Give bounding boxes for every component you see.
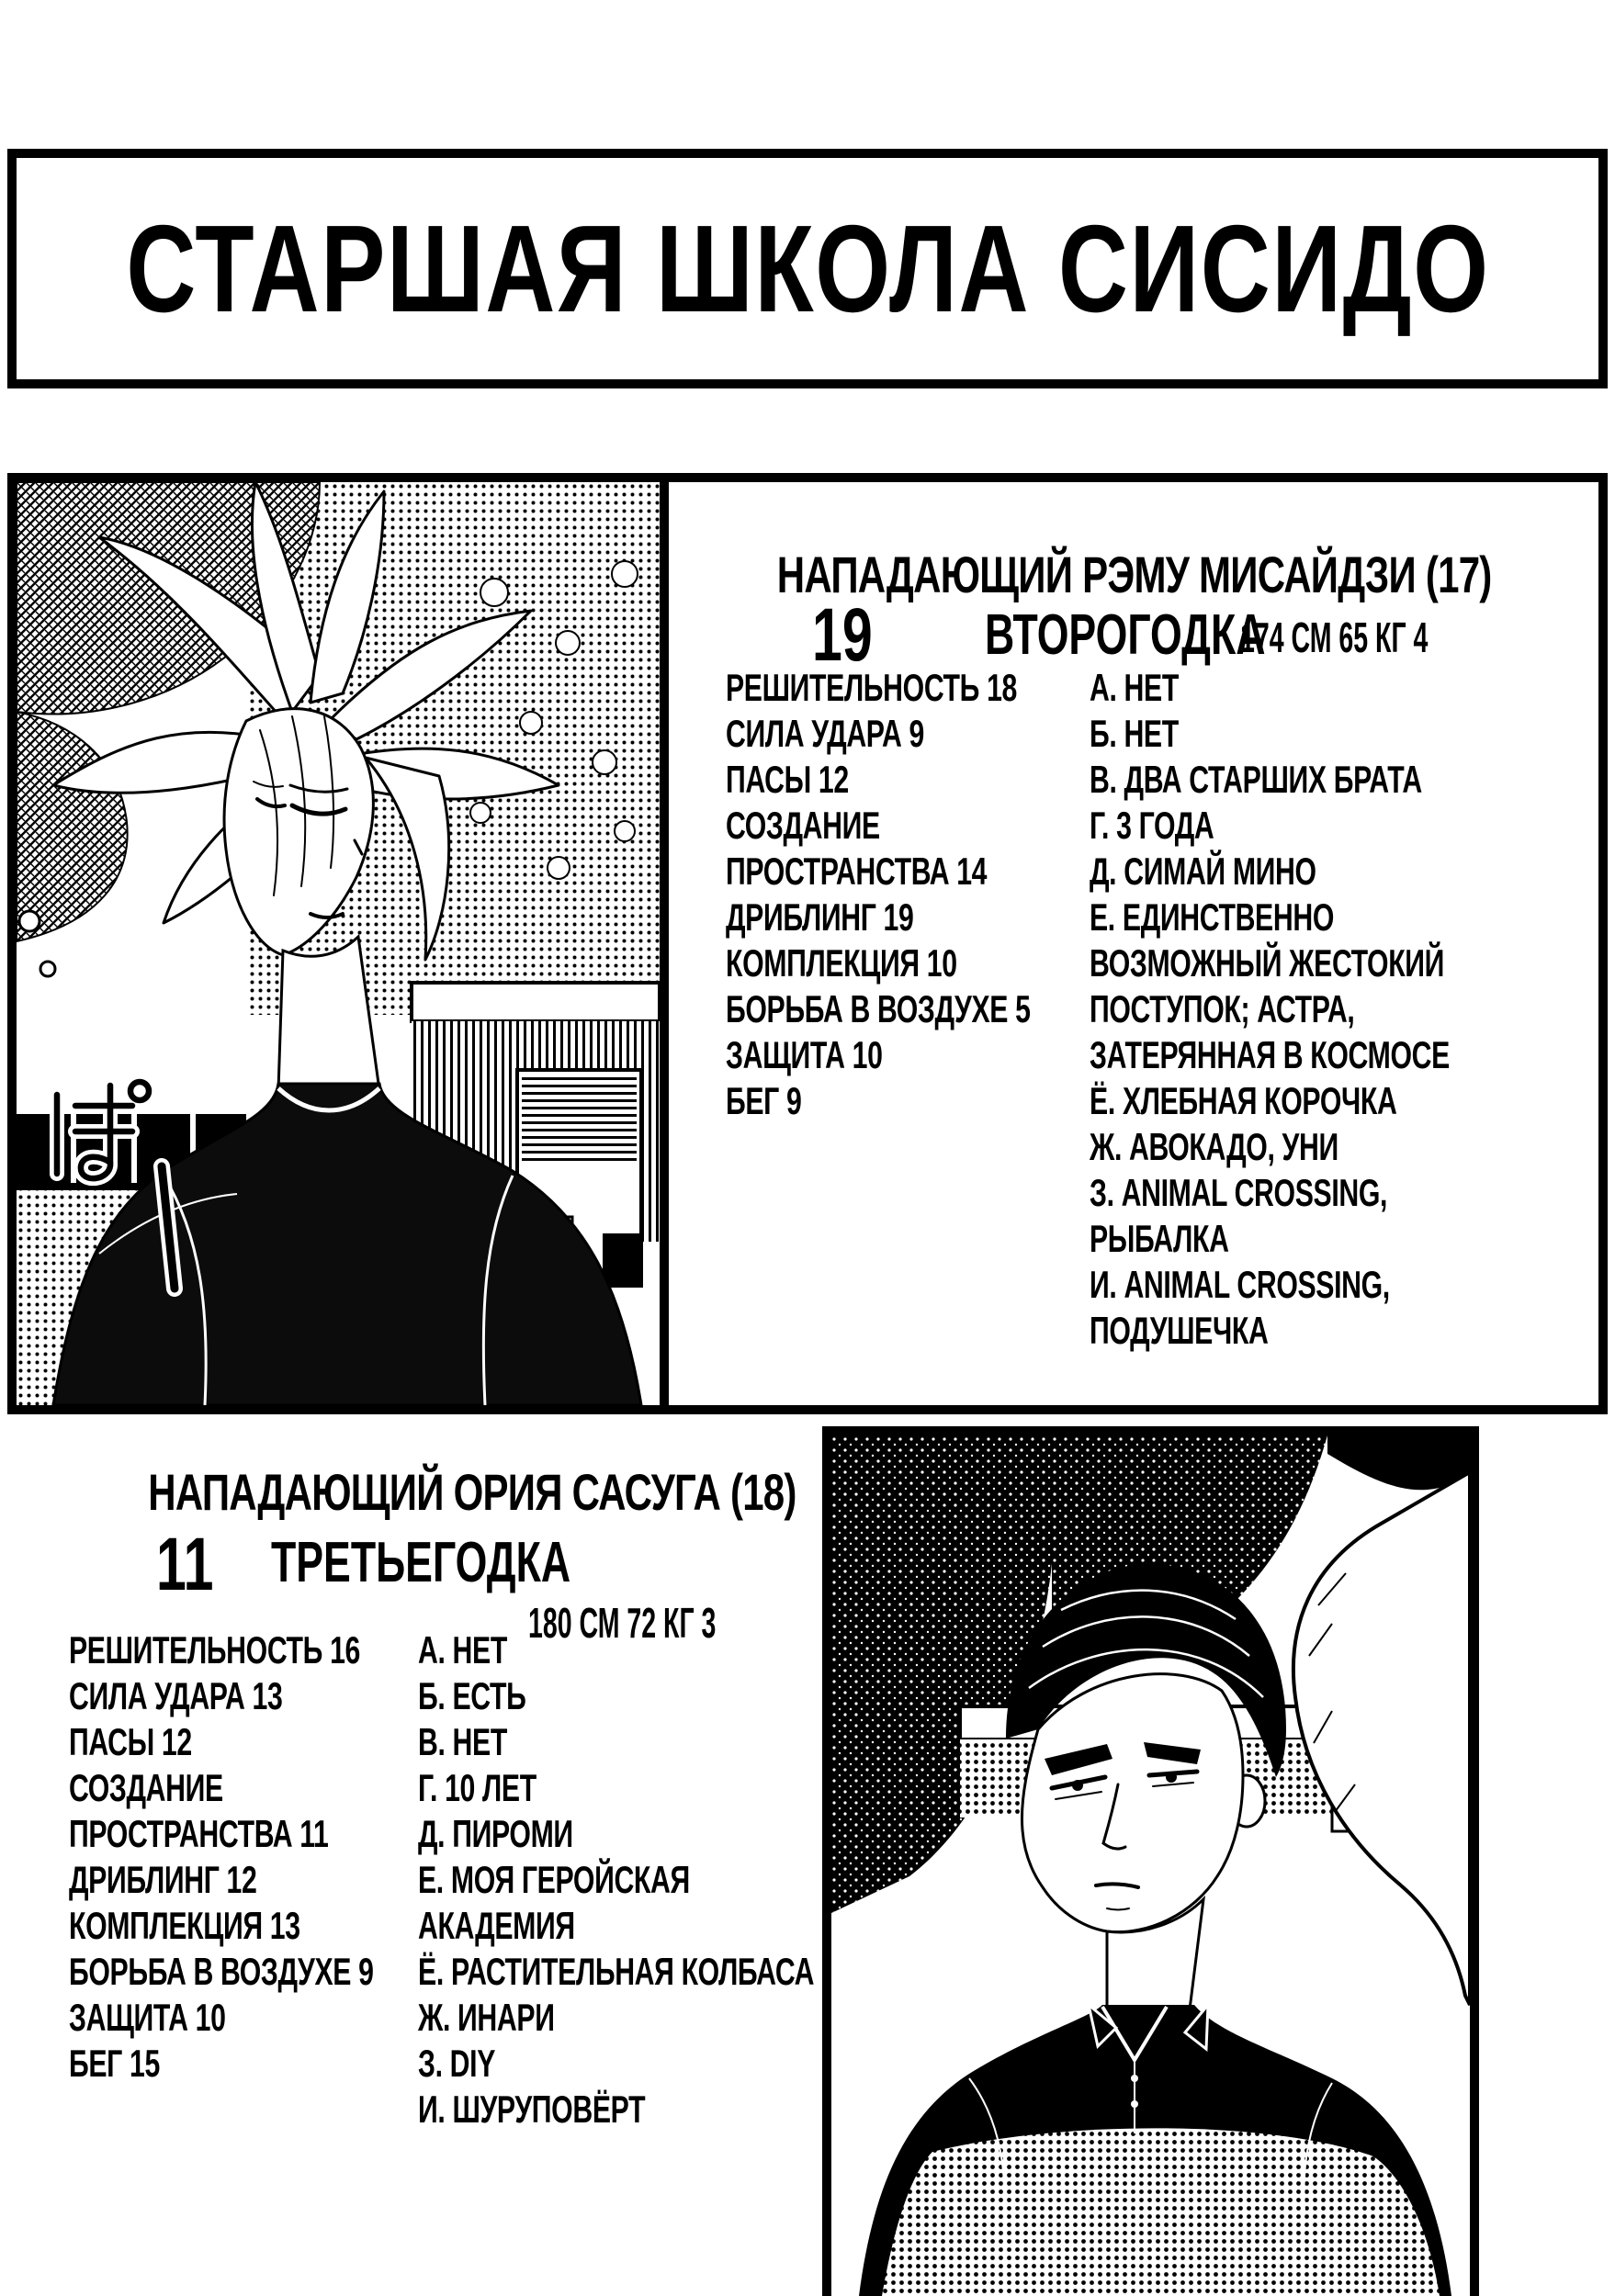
answer-line: ВОЗМОЖНЫЙ ЖЕСТОКИЙ xyxy=(1090,941,1445,985)
answer-line: А. НЕТ xyxy=(1090,666,1179,709)
stat-line: КОМПЛЕКЦИЯ 13 xyxy=(69,1904,300,1947)
player1-panel xyxy=(7,473,1608,1414)
player1-photo xyxy=(17,482,660,1405)
stat-line: ПАСЫ 12 xyxy=(726,758,849,801)
stat-line: СИЛА УДАРА 9 xyxy=(726,712,924,755)
answer-line: АКАДЕМИЯ xyxy=(418,1904,575,1947)
player1-header: НАПАДАЮЩИЙ РЭМУ МИСАЙДЗИ (17) xyxy=(776,546,1492,603)
answer-line: Г. 10 ЛЕТ xyxy=(418,1766,536,1809)
stat-line: БОРЬБА В ВОЗДУХЕ 5 xyxy=(726,987,1031,1030)
stat-line: ДРИБЛИНГ 19 xyxy=(726,895,914,939)
answer-line: Ё. РАСТИТЕЛЬНАЯ КОЛБАСА xyxy=(418,1950,815,1993)
answer-line: Д. СИМАЙ МИНО xyxy=(1090,850,1316,893)
answer-line: Е. ЕДИНСТВЕННО xyxy=(1090,895,1334,939)
answer-line: Б. НЕТ xyxy=(1090,712,1179,755)
stat-line: КОМПЛЕКЦИЯ 10 xyxy=(726,941,957,985)
stat-line: ПРОСТРАНСТВА 14 xyxy=(726,850,988,893)
stadium-railing xyxy=(412,983,660,1021)
title-box xyxy=(7,149,1608,388)
answer-line: В. ДВА СТАРШИХ БРАТА xyxy=(1090,758,1422,801)
answer-line: Б. ЕСТЬ xyxy=(418,1674,526,1717)
stat-line: ПАСЫ 12 xyxy=(69,1720,192,1763)
answer-line: Е. МОЯ ГЕРОЙСКАЯ xyxy=(418,1858,690,1901)
stat-line: ПРОСТРАНСТВА 11 xyxy=(69,1812,329,1855)
player2-number: 11 xyxy=(156,1523,214,1606)
stat-line: СОЗДАНИЕ xyxy=(69,1766,223,1809)
answer-line: Г. 3 ГОДА xyxy=(1090,804,1214,847)
answer-line: И. ANIMAL CROSSING, xyxy=(1090,1263,1390,1306)
player2-photo-frame xyxy=(822,1426,1479,2296)
player2-header: НАПАДАЮЩИЙ ОРИЯ САСУГА (18) xyxy=(148,1463,796,1521)
answer-line: ЗАТЕРЯННАЯ В КОСМОСЕ xyxy=(1090,1033,1450,1076)
answer-line: РЫБАЛКА xyxy=(1090,1217,1229,1260)
player1-body: 174 СМ 65 КГ 4 xyxy=(1240,613,1429,661)
player2-photo xyxy=(831,1435,1470,2296)
answer-line: З. ANIMAL CROSSING, xyxy=(1090,1171,1388,1214)
answer-line: Ж. ИНАРИ xyxy=(418,1996,555,2039)
stat-line: ЗАЩИТА 10 xyxy=(69,1996,226,2039)
stat-line: ЗАЩИТА 10 xyxy=(726,1033,883,1076)
player1-answers-column xyxy=(1090,665,1589,1354)
stat-line: РЕШИТЕЛЬНОСТЬ 16 xyxy=(69,1628,360,1671)
player2-year: ТРЕТЬЕГОДКА xyxy=(271,1531,571,1594)
player2-body: 180 СМ 72 КГ 3 xyxy=(528,1599,717,1647)
answer-line: Ё. ХЛЕБНАЯ КОРОЧКА xyxy=(1090,1079,1397,1122)
answer-line: Д. ПИРОМИ xyxy=(418,1812,573,1855)
stat-line: БЕГ 9 xyxy=(726,1079,802,1122)
answer-line: З. DIY xyxy=(418,2042,496,2085)
answer-line: А. НЕТ xyxy=(418,1628,507,1671)
answer-line: И. ШУРУПОВЁРТ xyxy=(418,2088,646,2131)
stat-line: ДРИБЛИНГ 12 xyxy=(69,1858,257,1901)
answer-line: ПОДУШЕЧКА xyxy=(1090,1309,1269,1352)
stat-line: СИЛА УДАРА 13 xyxy=(69,1674,283,1717)
stat-line: РЕШИТЕЛЬНОСТЬ 18 xyxy=(726,666,1017,709)
player1-stats-column xyxy=(726,665,1149,1124)
panel-divider xyxy=(660,482,669,1405)
answer-line: Ж. АВОКАДО, УНИ xyxy=(1090,1125,1338,1168)
answer-line: ПОСТУПОК; АСТРА, xyxy=(1090,987,1355,1030)
player1-number: 19 xyxy=(812,593,873,677)
stat-line: БОРЬБА В ВОЗДУХЕ 9 xyxy=(69,1950,374,1993)
stat-line: БЕГ 15 xyxy=(69,2042,160,2085)
stat-line: СОЗДАНИЕ xyxy=(726,804,880,847)
answer-line: В. НЕТ xyxy=(418,1720,507,1763)
page-title: СТАРШАЯ ШКОЛА СИСИДО xyxy=(125,199,1490,338)
player1-year: ВТОРОГОДКА xyxy=(985,603,1266,667)
